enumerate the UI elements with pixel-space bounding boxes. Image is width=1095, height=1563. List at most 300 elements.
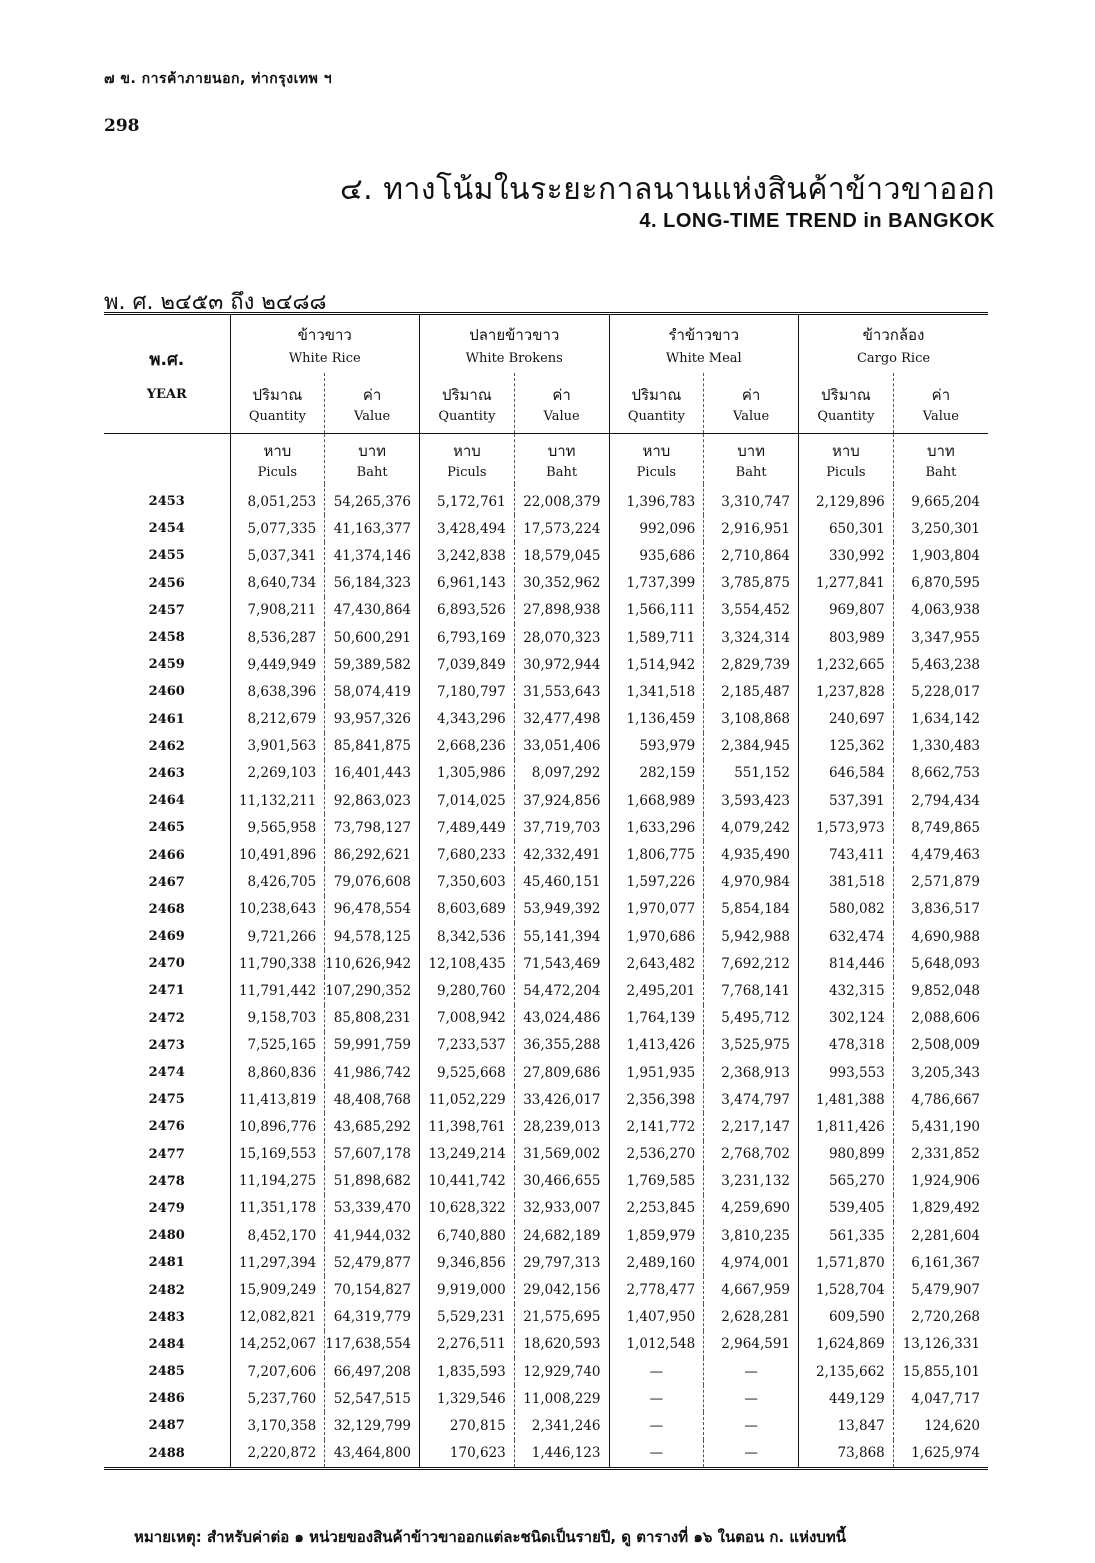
value-cell: 4,259,690 <box>704 1195 799 1222</box>
table-row <box>104 1385 988 1412</box>
quantity-cell: 3,428,494 <box>420 515 515 542</box>
value-cell: 12,929,740 <box>514 1358 609 1385</box>
quantity-cell: — <box>609 1440 704 1467</box>
table-row <box>104 570 988 597</box>
value-cell: 5,648,093 <box>893 950 988 977</box>
value-cell: 50,600,291 <box>325 624 420 651</box>
sub-english: Value <box>922 408 959 424</box>
quantity-cell: 10,238,643 <box>230 896 325 923</box>
value-cell: 3,474,797 <box>704 1086 799 1113</box>
table-row <box>104 841 988 868</box>
value-cell: 2,368,913 <box>704 1059 799 1086</box>
quantity-cell: 9,525,668 <box>420 1059 515 1086</box>
sub-thai: ค่า <box>741 385 761 404</box>
unit-english: Baht <box>356 464 388 480</box>
year-cell: 2471 <box>148 983 185 999</box>
value-cell: 56,184,323 <box>325 570 420 597</box>
quantity-cell: 1,769,585 <box>609 1168 704 1195</box>
sub-english: Quantity <box>438 408 496 424</box>
value-cell: 94,578,125 <box>325 923 420 950</box>
period-label: พ. ศ. ๒๔๕๓ ถึง ๒๔๘๘ <box>104 290 327 315</box>
value-cell: 3,525,975 <box>704 1032 799 1059</box>
quantity-cell: 5,077,335 <box>230 515 325 542</box>
quantity-cell: 1,232,665 <box>799 651 894 678</box>
quantity-cell: 1,624,869 <box>799 1331 894 1358</box>
value-cell: 4,079,242 <box>704 814 799 841</box>
value-cell: 28,070,323 <box>514 624 609 651</box>
quantity-cell: 1,737,399 <box>609 570 704 597</box>
table-row <box>104 733 988 760</box>
group-header-white-meal <box>609 315 799 373</box>
quantity-cell: 593,979 <box>609 733 704 760</box>
quantity-cell: 12,082,821 <box>230 1304 325 1331</box>
quantity-cell: 1,764,139 <box>609 1005 704 1032</box>
value-cell: 73,798,127 <box>325 814 420 841</box>
quantity-cell: 5,172,761 <box>420 484 515 515</box>
value-cell: 2,281,604 <box>893 1222 988 1249</box>
quantity-cell: 1,396,783 <box>609 484 704 515</box>
quantity-cell: 10,628,322 <box>420 1195 515 1222</box>
quantity-cell: 8,212,679 <box>230 706 325 733</box>
value-cell: 3,250,301 <box>893 515 988 542</box>
table-row <box>104 950 988 977</box>
quantity-cell: 1,413,426 <box>609 1032 704 1059</box>
value-cell: 2,794,434 <box>893 787 988 814</box>
table-row <box>104 1059 988 1086</box>
quantity-cell: 11,297,394 <box>230 1249 325 1276</box>
quantity-cell: 270,815 <box>420 1412 515 1439</box>
quantity-cell: 7,180,797 <box>420 678 515 705</box>
value-cell: 43,464,800 <box>325 1440 420 1467</box>
quantity-cell: 449,129 <box>799 1385 894 1412</box>
year-cell: 2454 <box>148 521 185 537</box>
sub-thai: ปริมาณ <box>820 385 871 404</box>
value-cell: 41,374,146 <box>325 542 420 569</box>
value-cell: 5,479,907 <box>893 1276 988 1303</box>
value-cell: 110,626,942 <box>325 950 420 977</box>
quantity-cell: 10,491,896 <box>230 841 325 868</box>
quantity-cell: 2,778,477 <box>609 1276 704 1303</box>
year-cell: 2466 <box>148 847 185 863</box>
quantity-cell: 5,037,341 <box>230 542 325 569</box>
value-cell: 52,547,515 <box>325 1385 420 1412</box>
unit-english: Piculs <box>447 464 487 480</box>
sub-english: Value <box>543 408 580 424</box>
sub-thai: ค่า <box>362 385 382 404</box>
sub-header-quantity <box>420 373 515 434</box>
quantity-cell: 5,237,760 <box>230 1385 325 1412</box>
value-cell: 4,970,984 <box>704 869 799 896</box>
value-cell: 59,991,759 <box>325 1032 420 1059</box>
value-cell: 3,347,955 <box>893 624 988 651</box>
quantity-cell: 15,909,249 <box>230 1276 325 1303</box>
running-head: ๗ ข. การค้าภายนอก, ท่ากรุงเทพ ฯ <box>104 71 333 87</box>
quantity-cell: — <box>609 1385 704 1412</box>
year-cell: 2462 <box>148 738 185 754</box>
quantity-cell: 1,951,935 <box>609 1059 704 1086</box>
quantity-cell: 13,847 <box>799 1412 894 1439</box>
quantity-cell: — <box>609 1358 704 1385</box>
value-cell: 1,625,974 <box>893 1440 988 1467</box>
table-row <box>104 1304 988 1331</box>
table-row <box>104 651 988 678</box>
value-cell: 3,593,423 <box>704 787 799 814</box>
year-cell: 2460 <box>148 684 185 700</box>
value-cell: 30,352,962 <box>514 570 609 597</box>
quantity-cell: 609,590 <box>799 1304 894 1331</box>
unit-thai: หาบ <box>642 441 671 460</box>
quantity-cell: 8,640,734 <box>230 570 325 597</box>
value-cell: 2,964,591 <box>704 1331 799 1358</box>
value-cell: 11,008,229 <box>514 1385 609 1412</box>
year-header-thai: พ.ศ. <box>149 350 185 370</box>
unit-thai: หาบ <box>452 441 481 460</box>
quantity-cell: 3,901,563 <box>230 733 325 760</box>
value-cell: 79,076,608 <box>325 869 420 896</box>
value-cell: 3,810,235 <box>704 1222 799 1249</box>
unit-piculs <box>420 434 515 485</box>
group-english: White Brokens <box>465 350 563 366</box>
quantity-cell: 650,301 <box>799 515 894 542</box>
value-cell: 6,870,595 <box>893 570 988 597</box>
quantity-cell: 580,082 <box>799 896 894 923</box>
value-cell: 4,047,717 <box>893 1385 988 1412</box>
year-cell: 2459 <box>148 657 185 673</box>
group-english: White Meal <box>665 350 742 366</box>
quantity-cell: 11,194,275 <box>230 1168 325 1195</box>
value-cell: 71,543,469 <box>514 950 609 977</box>
value-cell: 54,472,204 <box>514 977 609 1004</box>
group-thai: ปลายข้าวขาว <box>469 325 560 344</box>
sub-english: Value <box>354 408 391 424</box>
value-cell: 3,836,517 <box>893 896 988 923</box>
value-cell: 85,808,231 <box>325 1005 420 1032</box>
table-row <box>104 1276 988 1303</box>
quantity-cell: 1,329,546 <box>420 1385 515 1412</box>
unit-thai: บาท <box>547 441 576 460</box>
title-english: 4. LONG-TIME TREND in BANGKOK <box>639 210 995 232</box>
quantity-cell: 561,335 <box>799 1222 894 1249</box>
unit-baht <box>514 434 609 485</box>
year-cell: 2486 <box>148 1391 185 1407</box>
year-cell: 2472 <box>148 1010 185 1026</box>
value-cell: — <box>704 1358 799 1385</box>
value-cell: 43,685,292 <box>325 1113 420 1140</box>
value-cell: 2,628,281 <box>704 1304 799 1331</box>
value-cell: 18,579,045 <box>514 542 609 569</box>
value-cell: 45,460,151 <box>514 869 609 896</box>
value-cell: 15,855,101 <box>893 1358 988 1385</box>
quantity-cell: 1,514,942 <box>609 651 704 678</box>
quantity-cell: 803,989 <box>799 624 894 651</box>
unit-piculs <box>230 434 325 485</box>
table-row <box>104 1195 988 1222</box>
value-cell: 53,949,392 <box>514 896 609 923</box>
value-cell: 54,265,376 <box>325 484 420 515</box>
quantity-cell: 9,449,949 <box>230 651 325 678</box>
table-row <box>104 869 988 896</box>
value-cell: 96,478,554 <box>325 896 420 923</box>
value-cell: 42,332,491 <box>514 841 609 868</box>
table-row <box>104 1249 988 1276</box>
quantity-cell: 10,441,742 <box>420 1168 515 1195</box>
year-cell: 2475 <box>148 1092 185 1108</box>
unit-header-year-blank <box>104 434 230 485</box>
value-cell: 4,974,001 <box>704 1249 799 1276</box>
unit-thai: หาบ <box>263 441 292 460</box>
value-cell: 2,088,606 <box>893 1005 988 1032</box>
group-english: White Rice <box>288 350 361 366</box>
year-cell: 2483 <box>148 1309 185 1325</box>
quantity-cell: 6,740,880 <box>420 1222 515 1249</box>
unit-thai: หาบ <box>831 441 860 460</box>
quantity-cell: 7,908,211 <box>230 597 325 624</box>
value-cell: 41,986,742 <box>325 1059 420 1086</box>
quantity-cell: 9,280,760 <box>420 977 515 1004</box>
unit-english: Piculs <box>636 464 677 480</box>
table-row <box>104 977 988 1004</box>
value-cell: — <box>704 1440 799 1467</box>
value-cell: 37,924,856 <box>514 787 609 814</box>
quantity-cell: 7,489,449 <box>420 814 515 841</box>
value-cell: 47,430,864 <box>325 597 420 624</box>
quantity-cell: 1,566,111 <box>609 597 704 624</box>
value-cell: 13,126,331 <box>893 1331 988 1358</box>
quantity-cell: 7,233,537 <box>420 1032 515 1059</box>
value-cell: 5,942,988 <box>704 923 799 950</box>
unit-piculs <box>799 434 894 485</box>
value-cell: 4,063,938 <box>893 597 988 624</box>
value-cell: 107,290,352 <box>325 977 420 1004</box>
value-cell: 2,768,702 <box>704 1141 799 1168</box>
year-cell: 2488 <box>148 1445 185 1461</box>
quantity-cell: 11,398,761 <box>420 1113 515 1140</box>
quantity-cell: 8,452,170 <box>230 1222 325 1249</box>
value-cell: 5,431,190 <box>893 1113 988 1140</box>
quantity-cell: 11,413,819 <box>230 1086 325 1113</box>
quantity-cell: 2,276,511 <box>420 1331 515 1358</box>
value-cell: 1,634,142 <box>893 706 988 733</box>
quantity-cell: 8,638,396 <box>230 678 325 705</box>
quantity-cell: 381,518 <box>799 869 894 896</box>
group-english: Cargo Rice <box>856 350 931 366</box>
quantity-cell: 1,573,973 <box>799 814 894 841</box>
table-row <box>104 706 988 733</box>
sub-thai: ปริมาณ <box>631 385 682 404</box>
value-cell: 53,339,470 <box>325 1195 420 1222</box>
unit-english: Piculs <box>257 464 298 480</box>
table-row <box>104 1141 988 1168</box>
table-row <box>104 1005 988 1032</box>
value-cell: 3,554,452 <box>704 597 799 624</box>
value-cell: 5,495,712 <box>704 1005 799 1032</box>
quantity-cell: 1,859,979 <box>609 1222 704 1249</box>
value-cell: 28,239,013 <box>514 1113 609 1140</box>
quantity-cell: 1,012,548 <box>609 1331 704 1358</box>
table-row <box>104 1086 988 1113</box>
quantity-cell: 9,346,856 <box>420 1249 515 1276</box>
quantity-cell: 992,096 <box>609 515 704 542</box>
quantity-cell: 8,426,705 <box>230 869 325 896</box>
sub-english: Quantity <box>627 408 685 424</box>
quantity-cell: 1,571,870 <box>799 1249 894 1276</box>
quantity-cell: 1,136,459 <box>609 706 704 733</box>
quantity-cell: 1,305,986 <box>420 760 515 787</box>
quantity-cell: 282,159 <box>609 760 704 787</box>
quantity-cell: 1,970,077 <box>609 896 704 923</box>
value-cell: 9,665,204 <box>893 484 988 515</box>
group-thai: ข้าวกล้อง <box>862 325 925 344</box>
value-cell: 93,957,326 <box>325 706 420 733</box>
value-cell: 7,692,212 <box>704 950 799 977</box>
table-row <box>104 1358 988 1385</box>
value-cell: 3,324,314 <box>704 624 799 651</box>
quantity-cell: 632,474 <box>799 923 894 950</box>
sub-header-value <box>704 373 799 434</box>
quantity-cell: 2,536,270 <box>609 1141 704 1168</box>
value-cell: 30,466,655 <box>514 1168 609 1195</box>
sub-header-value <box>893 373 988 434</box>
unit-english: Baht <box>925 464 957 480</box>
quantity-cell: 73,868 <box>799 1440 894 1467</box>
table-row <box>104 1032 988 1059</box>
sub-header-quantity <box>799 373 894 434</box>
table-row <box>104 760 988 787</box>
value-cell: 1,903,804 <box>893 542 988 569</box>
value-cell: 3,205,343 <box>893 1059 988 1086</box>
unit-baht <box>893 434 988 485</box>
quantity-cell: 6,893,526 <box>420 597 515 624</box>
table-row <box>104 787 988 814</box>
value-cell: 51,898,682 <box>325 1168 420 1195</box>
quantity-cell: 7,525,165 <box>230 1032 325 1059</box>
value-cell: 32,477,498 <box>514 706 609 733</box>
value-cell: 27,809,686 <box>514 1059 609 1086</box>
value-cell: 4,667,959 <box>704 1276 799 1303</box>
title-thai: ๔. ทางโน้มในระยะกาลนานแห่งสินค้าข้าวขาออก <box>339 172 995 207</box>
value-cell: 29,042,156 <box>514 1276 609 1303</box>
quantity-cell: 432,315 <box>799 977 894 1004</box>
group-thai: รำข้าวขาว <box>668 325 740 344</box>
value-cell: 8,097,292 <box>514 760 609 787</box>
table-row <box>104 923 988 950</box>
value-cell: 29,797,313 <box>514 1249 609 1276</box>
table-row <box>104 597 988 624</box>
sub-thai: ปริมาณ <box>252 385 303 404</box>
quantity-cell: 7,008,942 <box>420 1005 515 1032</box>
value-cell: 24,682,189 <box>514 1222 609 1249</box>
year-column-header <box>104 315 230 434</box>
value-cell: 6,161,367 <box>893 1249 988 1276</box>
value-cell: 2,185,487 <box>704 678 799 705</box>
year-cell: 2464 <box>148 793 185 809</box>
value-cell: 551,152 <box>704 760 799 787</box>
value-cell: 33,051,406 <box>514 733 609 760</box>
quantity-cell: 9,919,000 <box>420 1276 515 1303</box>
value-cell: 55,141,394 <box>514 923 609 950</box>
quantity-cell: 2,643,482 <box>609 950 704 977</box>
table-body <box>104 484 988 1467</box>
quantity-cell: 1,277,841 <box>799 570 894 597</box>
value-cell: 59,389,582 <box>325 651 420 678</box>
quantity-cell: 302,124 <box>799 1005 894 1032</box>
unit-thai: บาท <box>358 441 387 460</box>
quantity-cell: 12,108,435 <box>420 950 515 977</box>
value-cell: 85,841,875 <box>325 733 420 760</box>
value-cell: 41,944,032 <box>325 1222 420 1249</box>
sub-header-quantity <box>230 373 325 434</box>
value-cell: 1,446,123 <box>514 1440 609 1467</box>
quantity-cell: 15,169,553 <box>230 1141 325 1168</box>
table-row <box>104 1113 988 1140</box>
quantity-cell: 330,992 <box>799 542 894 569</box>
quantity-cell: 11,052,229 <box>420 1086 515 1113</box>
value-cell: 27,898,938 <box>514 597 609 624</box>
quantity-cell: 8,051,253 <box>230 484 325 515</box>
value-cell: 52,479,877 <box>325 1249 420 1276</box>
year-cell: 2478 <box>148 1173 185 1189</box>
unit-thai: บาท <box>926 441 955 460</box>
quantity-cell: 1,597,226 <box>609 869 704 896</box>
quantity-cell: 539,405 <box>799 1195 894 1222</box>
quantity-cell: 3,242,838 <box>420 542 515 569</box>
value-cell: 86,292,621 <box>325 841 420 868</box>
quantity-cell: 7,014,025 <box>420 787 515 814</box>
value-cell: 17,573,224 <box>514 515 609 542</box>
value-cell: 3,310,747 <box>704 484 799 515</box>
value-cell: 70,154,827 <box>325 1276 420 1303</box>
quantity-cell: 2,356,398 <box>609 1086 704 1113</box>
value-cell: 16,401,443 <box>325 760 420 787</box>
table-row <box>104 678 988 705</box>
year-cell: 2487 <box>148 1418 185 1434</box>
footnote: หมายเหตุ: สำหรับค่าต่อ ๑ หน่วยของสินค้าข้าวขาออกแต่ละชนิดเป็นรายปี, ดู ตารางที่ ๑๖ ในตอน ก. แห่งบทนี้ <box>134 1528 846 1546</box>
quantity-cell: 2,141,772 <box>609 1113 704 1140</box>
value-cell: 5,463,238 <box>893 651 988 678</box>
value-cell: 57,607,178 <box>325 1141 420 1168</box>
value-cell: 32,129,799 <box>325 1412 420 1439</box>
unit-baht <box>704 434 799 485</box>
value-cell: — <box>704 1412 799 1439</box>
quantity-cell: 993,553 <box>799 1059 894 1086</box>
table-row <box>104 1168 988 1195</box>
year-cell: 2473 <box>148 1037 185 1053</box>
value-cell: 3,231,132 <box>704 1168 799 1195</box>
quantity-cell: 1,528,704 <box>799 1276 894 1303</box>
value-cell: 2,508,009 <box>893 1032 988 1059</box>
sub-header-value <box>514 373 609 434</box>
sub-header-quantity <box>609 373 704 434</box>
value-cell: — <box>704 1385 799 1412</box>
value-cell: 31,569,002 <box>514 1141 609 1168</box>
table-row <box>104 1412 988 1439</box>
sub-thai: ค่า <box>552 385 571 404</box>
table-row <box>104 624 988 651</box>
quantity-cell: 11,351,178 <box>230 1195 325 1222</box>
group-header-cargo-rice <box>799 315 989 373</box>
value-cell: 7,768,141 <box>704 977 799 1004</box>
quantity-cell: 537,391 <box>799 787 894 814</box>
table-row <box>104 515 988 542</box>
value-cell: 1,829,492 <box>893 1195 988 1222</box>
value-cell: 5,228,017 <box>893 678 988 705</box>
value-cell: 33,426,017 <box>514 1086 609 1113</box>
value-cell: 2,571,879 <box>893 869 988 896</box>
quantity-cell: 1,970,686 <box>609 923 704 950</box>
year-cell: 2469 <box>148 929 185 945</box>
quantity-cell: 980,899 <box>799 1141 894 1168</box>
quantity-cell: 7,207,606 <box>230 1358 325 1385</box>
